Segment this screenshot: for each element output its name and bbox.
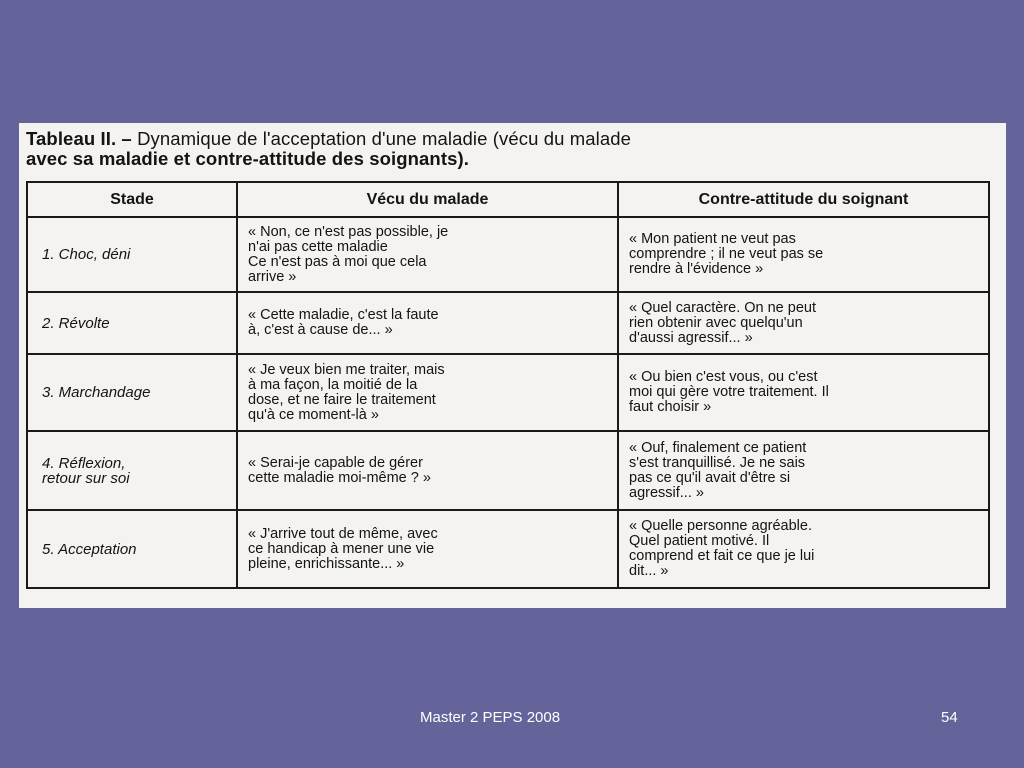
stade-text: 1. Choc, déni [42,246,131,263]
contre-cell [618,354,989,431]
caption-line1: Dynamique de l'acceptation d'une maladie (vécu du malade [131,128,632,149]
scanned-table-image [19,123,1006,608]
contre-line: comprend et fait ce que je lui [629,548,815,564]
contre-line: rendre à l'évidence » [629,261,764,277]
table-row [27,217,989,292]
caption-label: Tableau II. – [26,128,132,149]
vecu-line: arrive » [248,268,297,285]
contre-line: rien obtenir avec quelqu'un [629,314,803,331]
stade-text: 3. Marchandage [42,384,151,401]
stade-text: 4. Réflexion, [42,454,126,472]
vecu-line: ce handicap à mener une vie [248,540,435,557]
stade-text: retour sur soi [42,469,130,487]
contre-line: « Ouf, finalement ce patient [629,439,807,456]
contre-line: « Quelle personne agréable. [629,518,812,534]
table-row [27,431,989,510]
vecu-line: pleine, enrichissante... » [248,555,405,572]
contre-line: d'aussi agressif... » [629,329,753,346]
acceptance-table [26,181,990,589]
contre-line: s'est tranquillisé. Je ne sais [629,454,806,471]
vecu-line: « J'arrive tout de même, avec [248,525,438,542]
table-row [27,354,989,431]
contre-line: « Ou bien c'est vous, ou c'est [629,369,818,385]
vecu-line: dose, et ne faire le traitement [248,391,436,408]
contre-cell [618,292,989,354]
contre-line: pas ce qu'il avait d'être si [629,469,791,486]
contre-line: dit... » [629,563,669,579]
vecu-line: cette maladie moi-même ? » [248,469,431,486]
contre-line: agressif... » [629,484,704,501]
contre-line: faut choisir » [629,399,712,415]
contre-line: « Mon patient ne veut pas [629,231,796,247]
slide-footer: Master 2 PEPS 2008 [420,709,561,726]
vecu-cell [237,292,618,354]
vecu-line: à ma façon, la moitié de la [248,376,418,393]
caption-line2: avec sa maladie et contre-attitude des soignants). [26,148,469,169]
vecu-cell [237,431,618,510]
stade-text: 2. Révolte [42,314,110,332]
vecu-line: Ce n'est pas à moi que cela [248,253,427,270]
vecu-line: « Serai-je capable de gérer [248,454,423,471]
table-row [27,510,989,588]
vecu-cell [237,354,618,431]
vecu-line: à, c'est à cause de... » [248,322,393,338]
stade-cell [27,354,237,431]
contre-cell [618,510,989,588]
vecu-line: qu'à ce moment-là » [248,406,379,423]
contre-line: « Quel caractère. On ne peut [629,299,816,316]
stade-cell [27,217,237,292]
header-stade: Stade [27,182,237,217]
contre-line: Quel patient motivé. Il [629,533,770,549]
slide-page-number: 54 [941,709,958,726]
table-caption [26,129,996,169]
vecu-cell [237,217,618,292]
table-header-row [27,182,989,217]
header-vecu: Vécu du malade [237,182,618,217]
vecu-line: « Je veux bien me traiter, mais [248,361,445,378]
stade-text: 5. Acceptation [42,540,137,558]
contre-cell [618,217,989,292]
vecu-line: n'ai pas cette maladie [248,238,388,255]
header-contre-attitude: Contre-attitude du soignant [618,182,989,217]
vecu-line: « Non, ce n'est pas possible, je [248,223,449,240]
stade-cell [27,510,237,588]
contre-line: moi qui gère votre traitement. Il [629,384,829,400]
table-row [27,292,989,354]
stade-cell [27,292,237,354]
contre-cell [618,431,989,510]
stade-cell [27,431,237,510]
vecu-cell [237,510,618,588]
vecu-line: « Cette maladie, c'est la faute [248,307,439,323]
contre-line: comprendre ; il ne veut pas se [629,246,824,262]
